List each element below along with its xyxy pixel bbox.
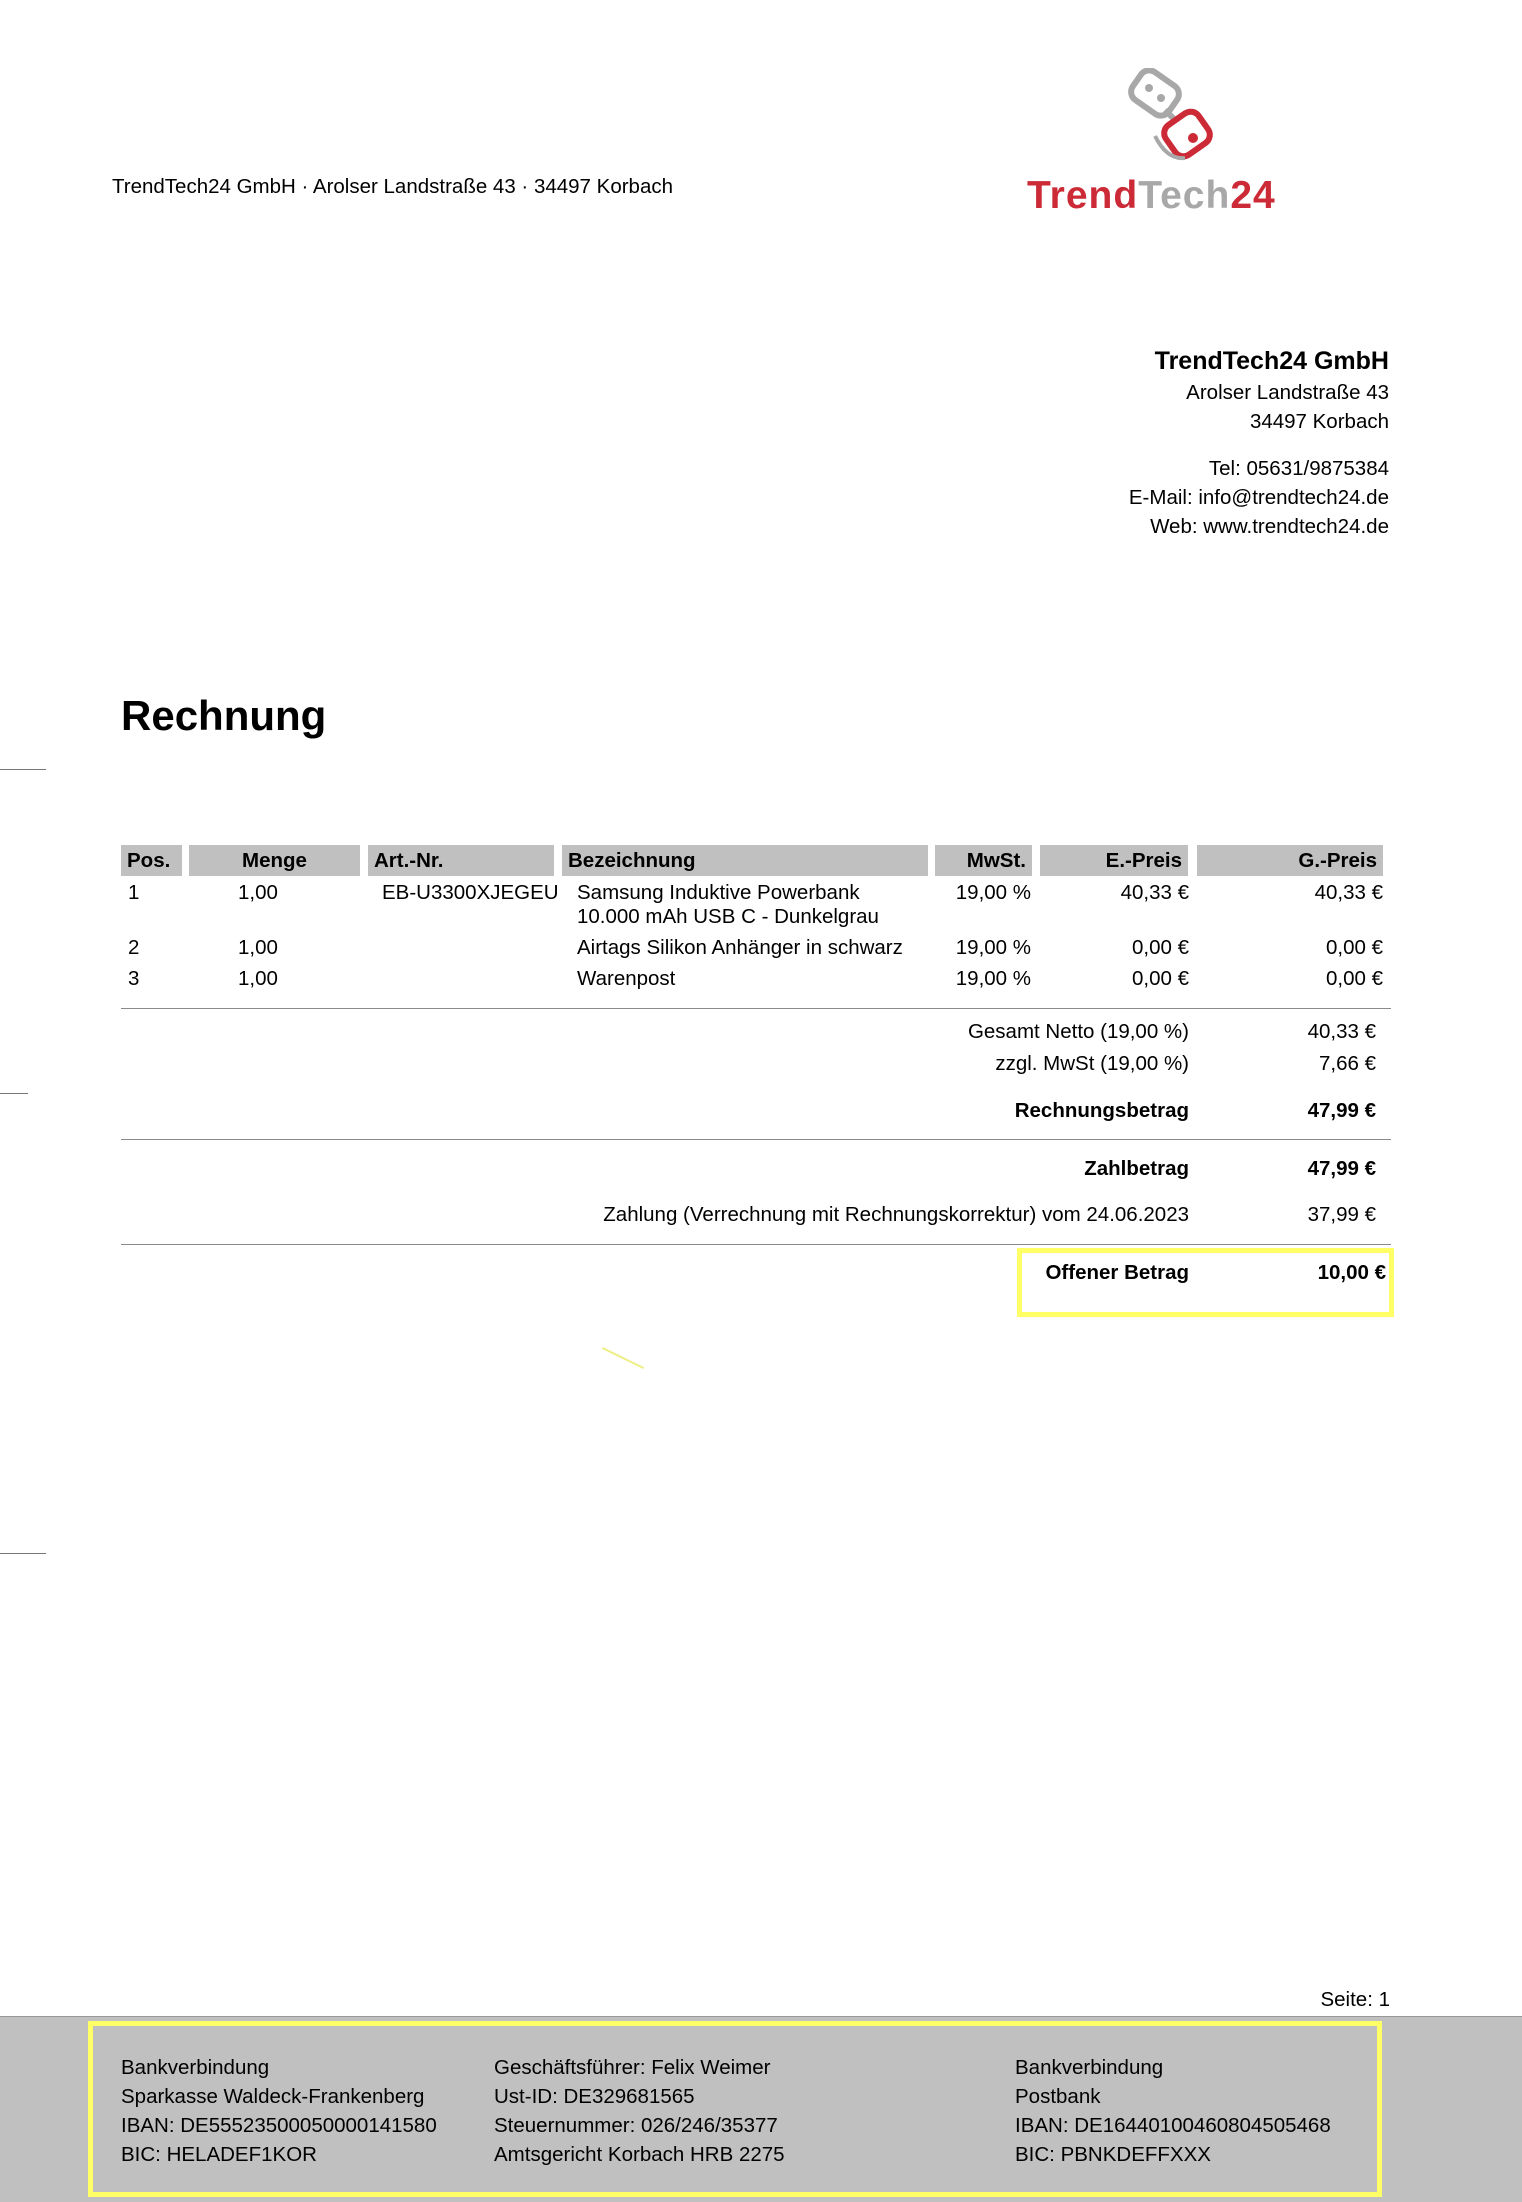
page-number: Seite: 1 bbox=[1320, 1988, 1390, 2011]
header-total-price: G.-Preis bbox=[1197, 845, 1383, 876]
row-total-price: 0,00 € bbox=[1326, 967, 1383, 990]
company-street: Arolser Landstraße 43 bbox=[1186, 381, 1389, 404]
highlight-footer bbox=[88, 2021, 1382, 2197]
payment-value: 37,99 € bbox=[1307, 1203, 1376, 1226]
vat-total-label: zzgl. MwSt (19,00 %) bbox=[995, 1052, 1189, 1075]
footer-line: Bankverbindung bbox=[1015, 2056, 1164, 2079]
row-pos: 3 bbox=[128, 967, 140, 990]
footer-line: Geschäftsführer: Felix Weimer bbox=[494, 2056, 771, 2079]
footer-line: Steuernummer: 026/246/35377 bbox=[494, 2114, 778, 2137]
open-amount-label: Offener Betrag bbox=[1045, 1261, 1189, 1284]
row-vat: 19,00 % bbox=[955, 881, 1031, 904]
fold-mark bbox=[0, 1553, 46, 1554]
row-total-price: 0,00 € bbox=[1326, 936, 1383, 959]
row-total-price: 40,33 € bbox=[1314, 881, 1383, 904]
row-pos: 1 bbox=[128, 881, 140, 904]
header-description: Bezeichnung bbox=[562, 845, 928, 876]
footer-line: Amtsgericht Korbach HRB 2275 bbox=[494, 2143, 785, 2166]
footer-line: BIC: HELADEF1KOR bbox=[121, 2143, 317, 2166]
header-art-no: Art.-Nr. bbox=[368, 845, 554, 876]
company-email: E-Mail: info@trendtech24.de bbox=[1128, 486, 1389, 509]
row-qty: 1,00 bbox=[238, 881, 278, 904]
net-total-value: 40,33 € bbox=[1307, 1020, 1376, 1043]
invoice-total-value: 47,99 € bbox=[1307, 1099, 1376, 1122]
footer-line: IBAN: DE16440100460804505468 bbox=[1015, 2114, 1331, 2137]
row-unit-price: 40,33 € bbox=[1120, 881, 1189, 904]
header-vat: MwSt. bbox=[935, 845, 1032, 876]
company-logo bbox=[1025, 68, 1315, 218]
header-pos: Pos. bbox=[121, 845, 182, 876]
row-description: Samsung Induktive Powerbank bbox=[577, 881, 860, 904]
pen-stroke bbox=[602, 1347, 644, 1369]
fold-mark bbox=[0, 769, 46, 770]
invoice-total-label: Rechnungsbetrag bbox=[1014, 1099, 1189, 1122]
divider bbox=[121, 1139, 1391, 1140]
header-unit-price: E.-Preis bbox=[1040, 845, 1188, 876]
row-vat: 19,00 % bbox=[955, 967, 1031, 990]
net-total-label: Gesamt Netto (19,00 %) bbox=[967, 1020, 1189, 1043]
row-description: Warenpost bbox=[577, 967, 676, 990]
row-qty: 1,00 bbox=[238, 936, 278, 959]
footer bbox=[0, 2016, 1522, 2202]
row-pos: 2 bbox=[128, 936, 140, 959]
header-qty: Menge bbox=[189, 845, 360, 876]
row-vat: 19,00 % bbox=[955, 936, 1031, 959]
payable-value: 47,99 € bbox=[1307, 1157, 1376, 1180]
divider bbox=[121, 1244, 1391, 1245]
open-amount-value: 10,00 € bbox=[1317, 1261, 1386, 1284]
logo-wordmark: TrendTech24 bbox=[1027, 174, 1276, 217]
footer-line: IBAN: DE55523500050000141580 bbox=[121, 2114, 437, 2137]
vat-total-value: 7,66 € bbox=[1319, 1052, 1376, 1075]
company-name: TrendTech24 GmbH bbox=[1154, 347, 1389, 375]
row-unit-price: 0,00 € bbox=[1132, 936, 1189, 959]
row-qty: 1,00 bbox=[238, 967, 278, 990]
footer-line: Postbank bbox=[1015, 2085, 1101, 2108]
divider bbox=[121, 1008, 1391, 1009]
document-title: Rechnung bbox=[121, 692, 327, 739]
footer-line: Bankverbindung bbox=[121, 2056, 270, 2079]
company-phone: Tel: 05631/9875384 bbox=[1208, 457, 1389, 480]
footer-line: Ust-ID: DE329681565 bbox=[494, 2085, 695, 2108]
payment-label: Zahlung (Verrechnung mit Rechnungskorrektur) vom 24.06.2023 bbox=[603, 1203, 1189, 1226]
footer-line: BIC: PBNKDEFFXXX bbox=[1015, 2143, 1211, 2166]
row-description-line2: 10.000 mAh USB C - Dunkelgrau bbox=[577, 905, 879, 928]
sender-address-line: TrendTech24 GmbH · Arolser Landstraße 43 · 34497 Korbach bbox=[112, 175, 674, 198]
footer-line: Sparkasse Waldeck-Frankenberg bbox=[121, 2085, 425, 2108]
row-art-no: EB-U3300XJEGEU bbox=[382, 881, 559, 904]
company-web: Web: www.trendtech24.de bbox=[1150, 515, 1389, 538]
company-city: 34497 Korbach bbox=[1249, 410, 1389, 433]
row-description: Airtags Silikon Anhänger in schwarz bbox=[577, 936, 903, 959]
company-address-block bbox=[1129, 344, 1389, 541]
usb-plug-icon bbox=[1115, 68, 1225, 168]
row-unit-price: 0,00 € bbox=[1132, 967, 1189, 990]
highlight-open-amount bbox=[1017, 1248, 1394, 1317]
payable-label: Zahlbetrag bbox=[1084, 1157, 1189, 1180]
punch-mark bbox=[0, 1093, 28, 1094]
